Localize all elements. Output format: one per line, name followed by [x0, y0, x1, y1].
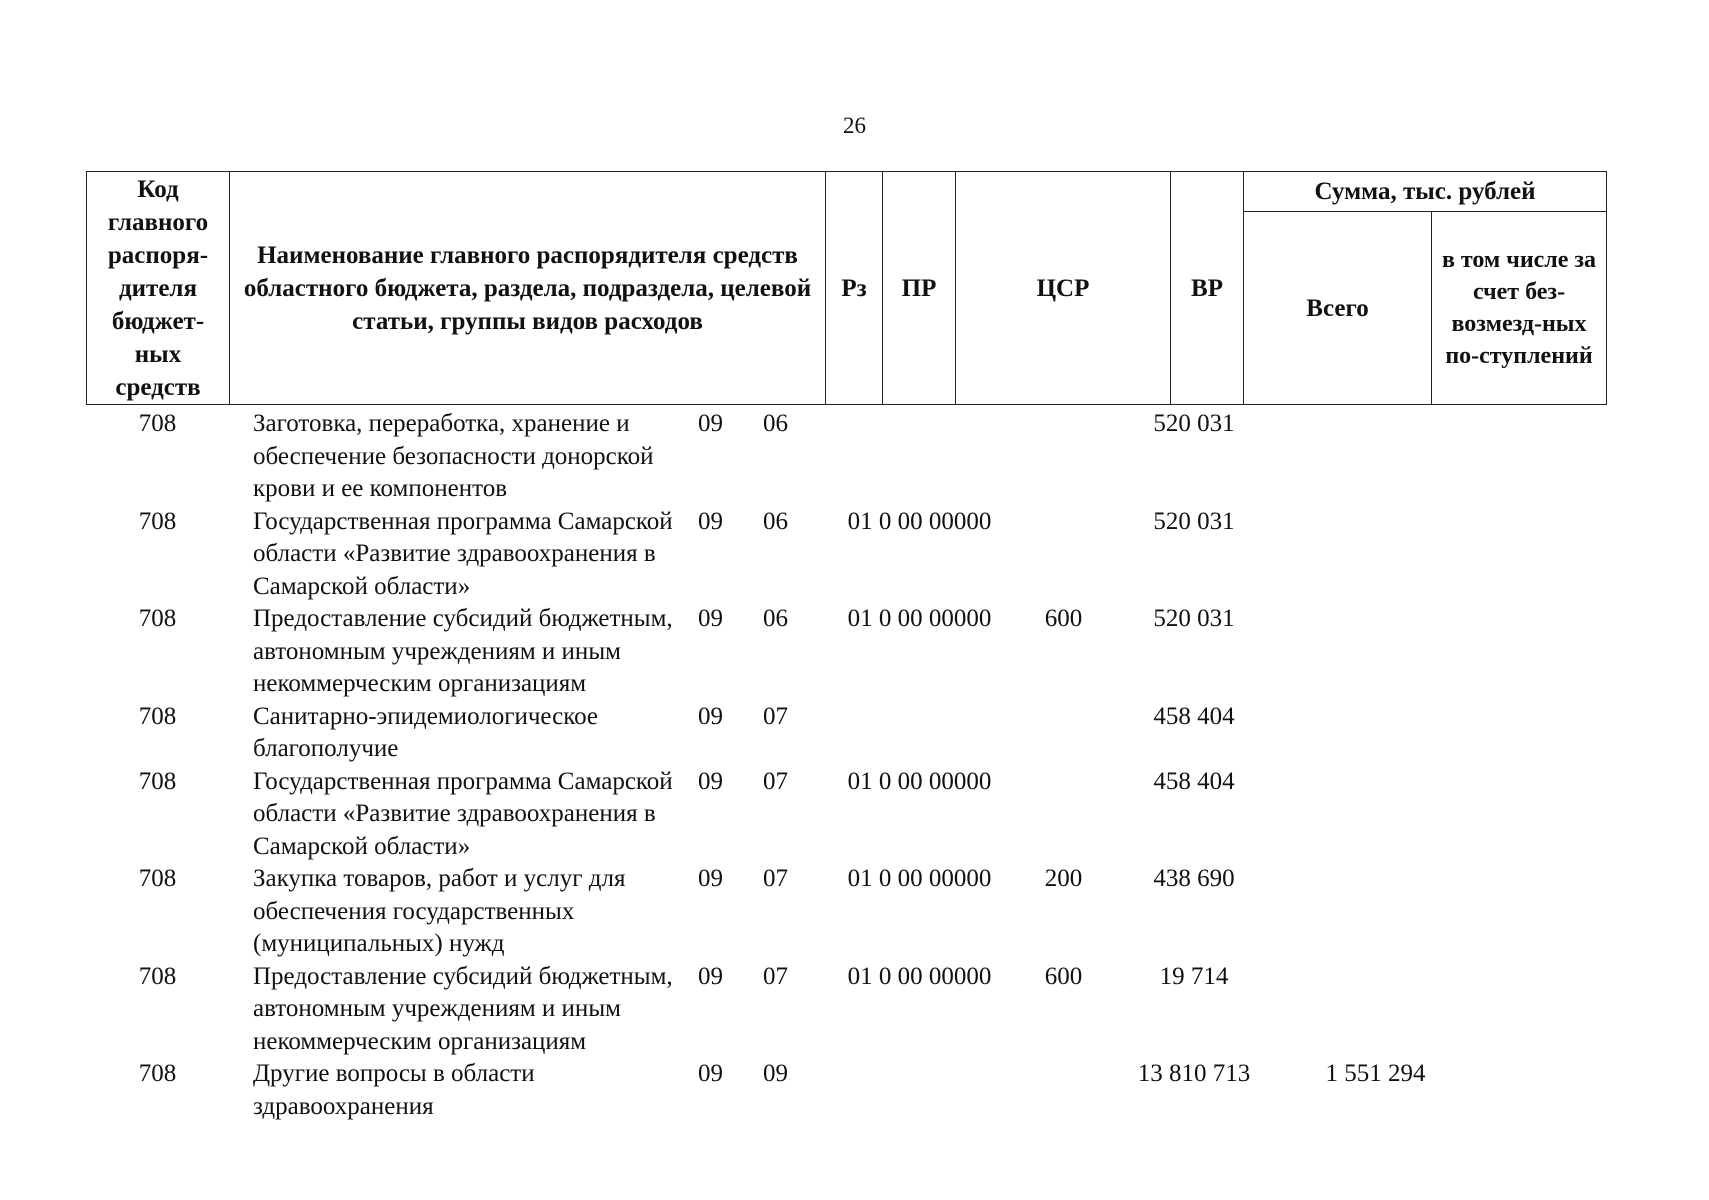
header-csr: ЦСР — [956, 172, 1171, 405]
table-row — [86, 603, 1606, 701]
cell-vr — [1027, 1058, 1100, 1123]
cell-vr: 200 — [1044, 865, 1083, 892]
cell-vr — [1027, 766, 1100, 864]
cell-pr: 06 — [763, 410, 788, 437]
cell-rz: 09 — [698, 507, 723, 535]
cell-free — [1288, 701, 1463, 766]
cell-total: 520 031 — [1153, 605, 1235, 632]
cell-free — [1288, 766, 1463, 864]
cell-vr — [1027, 506, 1100, 604]
header-sum: Сумма, тыс. рублей — [1244, 172, 1607, 212]
cell-name: Другие вопросы в области здравоохранения — [253, 1060, 535, 1120]
cell-pr: 07 — [763, 702, 788, 730]
cell-csr — [812, 408, 1027, 506]
cell-code: 708 — [138, 962, 177, 990]
cell-vr: 600 — [1044, 962, 1083, 990]
header-free: в том числе за счет без-возмезд-ных по-ступлений — [1432, 212, 1607, 405]
cell-code: 708 — [138, 507, 177, 535]
cell-code: 708 — [138, 702, 177, 730]
table-row — [86, 1058, 1606, 1123]
cell-csr: 01 0 00 00000 — [847, 767, 992, 795]
cell-code: 708 — [138, 767, 177, 795]
table-row — [86, 863, 1606, 961]
cell-rz: 09 — [698, 1060, 723, 1087]
table-row — [86, 408, 1606, 506]
cell-free — [1288, 603, 1463, 701]
cell-rz: 09 — [698, 702, 723, 730]
cell-total: 458 404 — [1153, 702, 1235, 730]
cell-free — [1288, 506, 1463, 604]
cell-name: Предоставление субсидий бюджетным, автономным учреждениям и иным некоммерческим организациям — [253, 605, 673, 697]
cell-free — [1288, 408, 1463, 506]
cell-code: 708 — [138, 410, 177, 437]
cell-vr — [1027, 701, 1100, 766]
cell-name: Предоставление субсидий бюджетным, автономным учреждениям и иным некоммерческим организациям — [253, 962, 673, 1055]
header-rz: Рз — [826, 172, 883, 405]
cell-rz: 09 — [698, 962, 723, 990]
cell-rz: 09 — [698, 865, 723, 892]
cell-name: Санитарно-эпидемиологическое благополучие — [253, 702, 599, 762]
cell-free: 1 551 294 — [1325, 1060, 1426, 1087]
cell-csr: 01 0 00 00000 — [847, 605, 992, 632]
cell-total: 458 404 — [1153, 767, 1235, 795]
cell-csr: 01 0 00 00000 — [847, 962, 992, 990]
cell-name: Заготовка, переработка, хранение и обеспечение безопасности донорской крови и ее компонентов — [253, 410, 654, 502]
cell-pr: 06 — [763, 605, 788, 632]
cell-name: Государственная программа Самарской области «Развитие здравоохранения в Самарской области» — [253, 507, 673, 600]
cell-total: 520 031 — [1153, 507, 1235, 535]
cell-total: 13 810 713 — [1137, 1060, 1251, 1087]
cell-rz: 09 — [698, 605, 723, 632]
cell-csr: 01 0 00 00000 — [847, 865, 992, 892]
cell-csr: 01 0 00 00000 — [847, 507, 992, 535]
table-row — [86, 766, 1606, 864]
cell-vr — [1027, 408, 1100, 506]
cell-code: 708 — [138, 865, 177, 892]
table-body — [86, 408, 1606, 1123]
cell-pr: 09 — [763, 1060, 788, 1087]
header-vr: ВР — [1171, 172, 1244, 405]
cell-code: 708 — [138, 605, 177, 632]
cell-csr — [812, 1058, 1027, 1123]
cell-csr — [812, 701, 1027, 766]
header-code: Код главного распоря-дителя бюджет-ных средств — [87, 172, 230, 405]
cell-pr: 07 — [763, 767, 788, 795]
cell-name: Государственная программа Самарской области «Развитие здравоохранения в Самарской области» — [253, 767, 673, 860]
cell-total: 438 690 — [1153, 865, 1235, 892]
header-total: Всего — [1244, 212, 1432, 405]
cell-free — [1288, 863, 1463, 961]
table-header — [86, 171, 1607, 405]
cell-pr: 07 — [763, 865, 788, 892]
cell-vr: 600 — [1044, 605, 1083, 632]
cell-total: 19 714 — [1159, 962, 1229, 990]
cell-pr: 06 — [763, 507, 788, 535]
page-number: 26 — [843, 113, 866, 138]
cell-rz: 09 — [698, 410, 723, 437]
table-row — [86, 961, 1606, 1059]
cell-rz: 09 — [698, 767, 723, 795]
cell-code: 708 — [138, 1060, 177, 1087]
header-name: Наименование главного распорядителя средств областного бюджета, раздела, подраздела, целевой статьи, группы видов расходов — [230, 172, 826, 405]
cell-name: Закупка товаров, работ и услуг для обеспечения государственных (муниципальных) нужд — [253, 865, 626, 957]
header-pr: ПР — [883, 172, 956, 405]
cell-pr: 07 — [763, 962, 788, 990]
cell-total: 520 031 — [1153, 410, 1235, 437]
cell-free — [1288, 961, 1463, 1059]
table-row — [86, 701, 1606, 766]
table-row — [86, 506, 1606, 604]
